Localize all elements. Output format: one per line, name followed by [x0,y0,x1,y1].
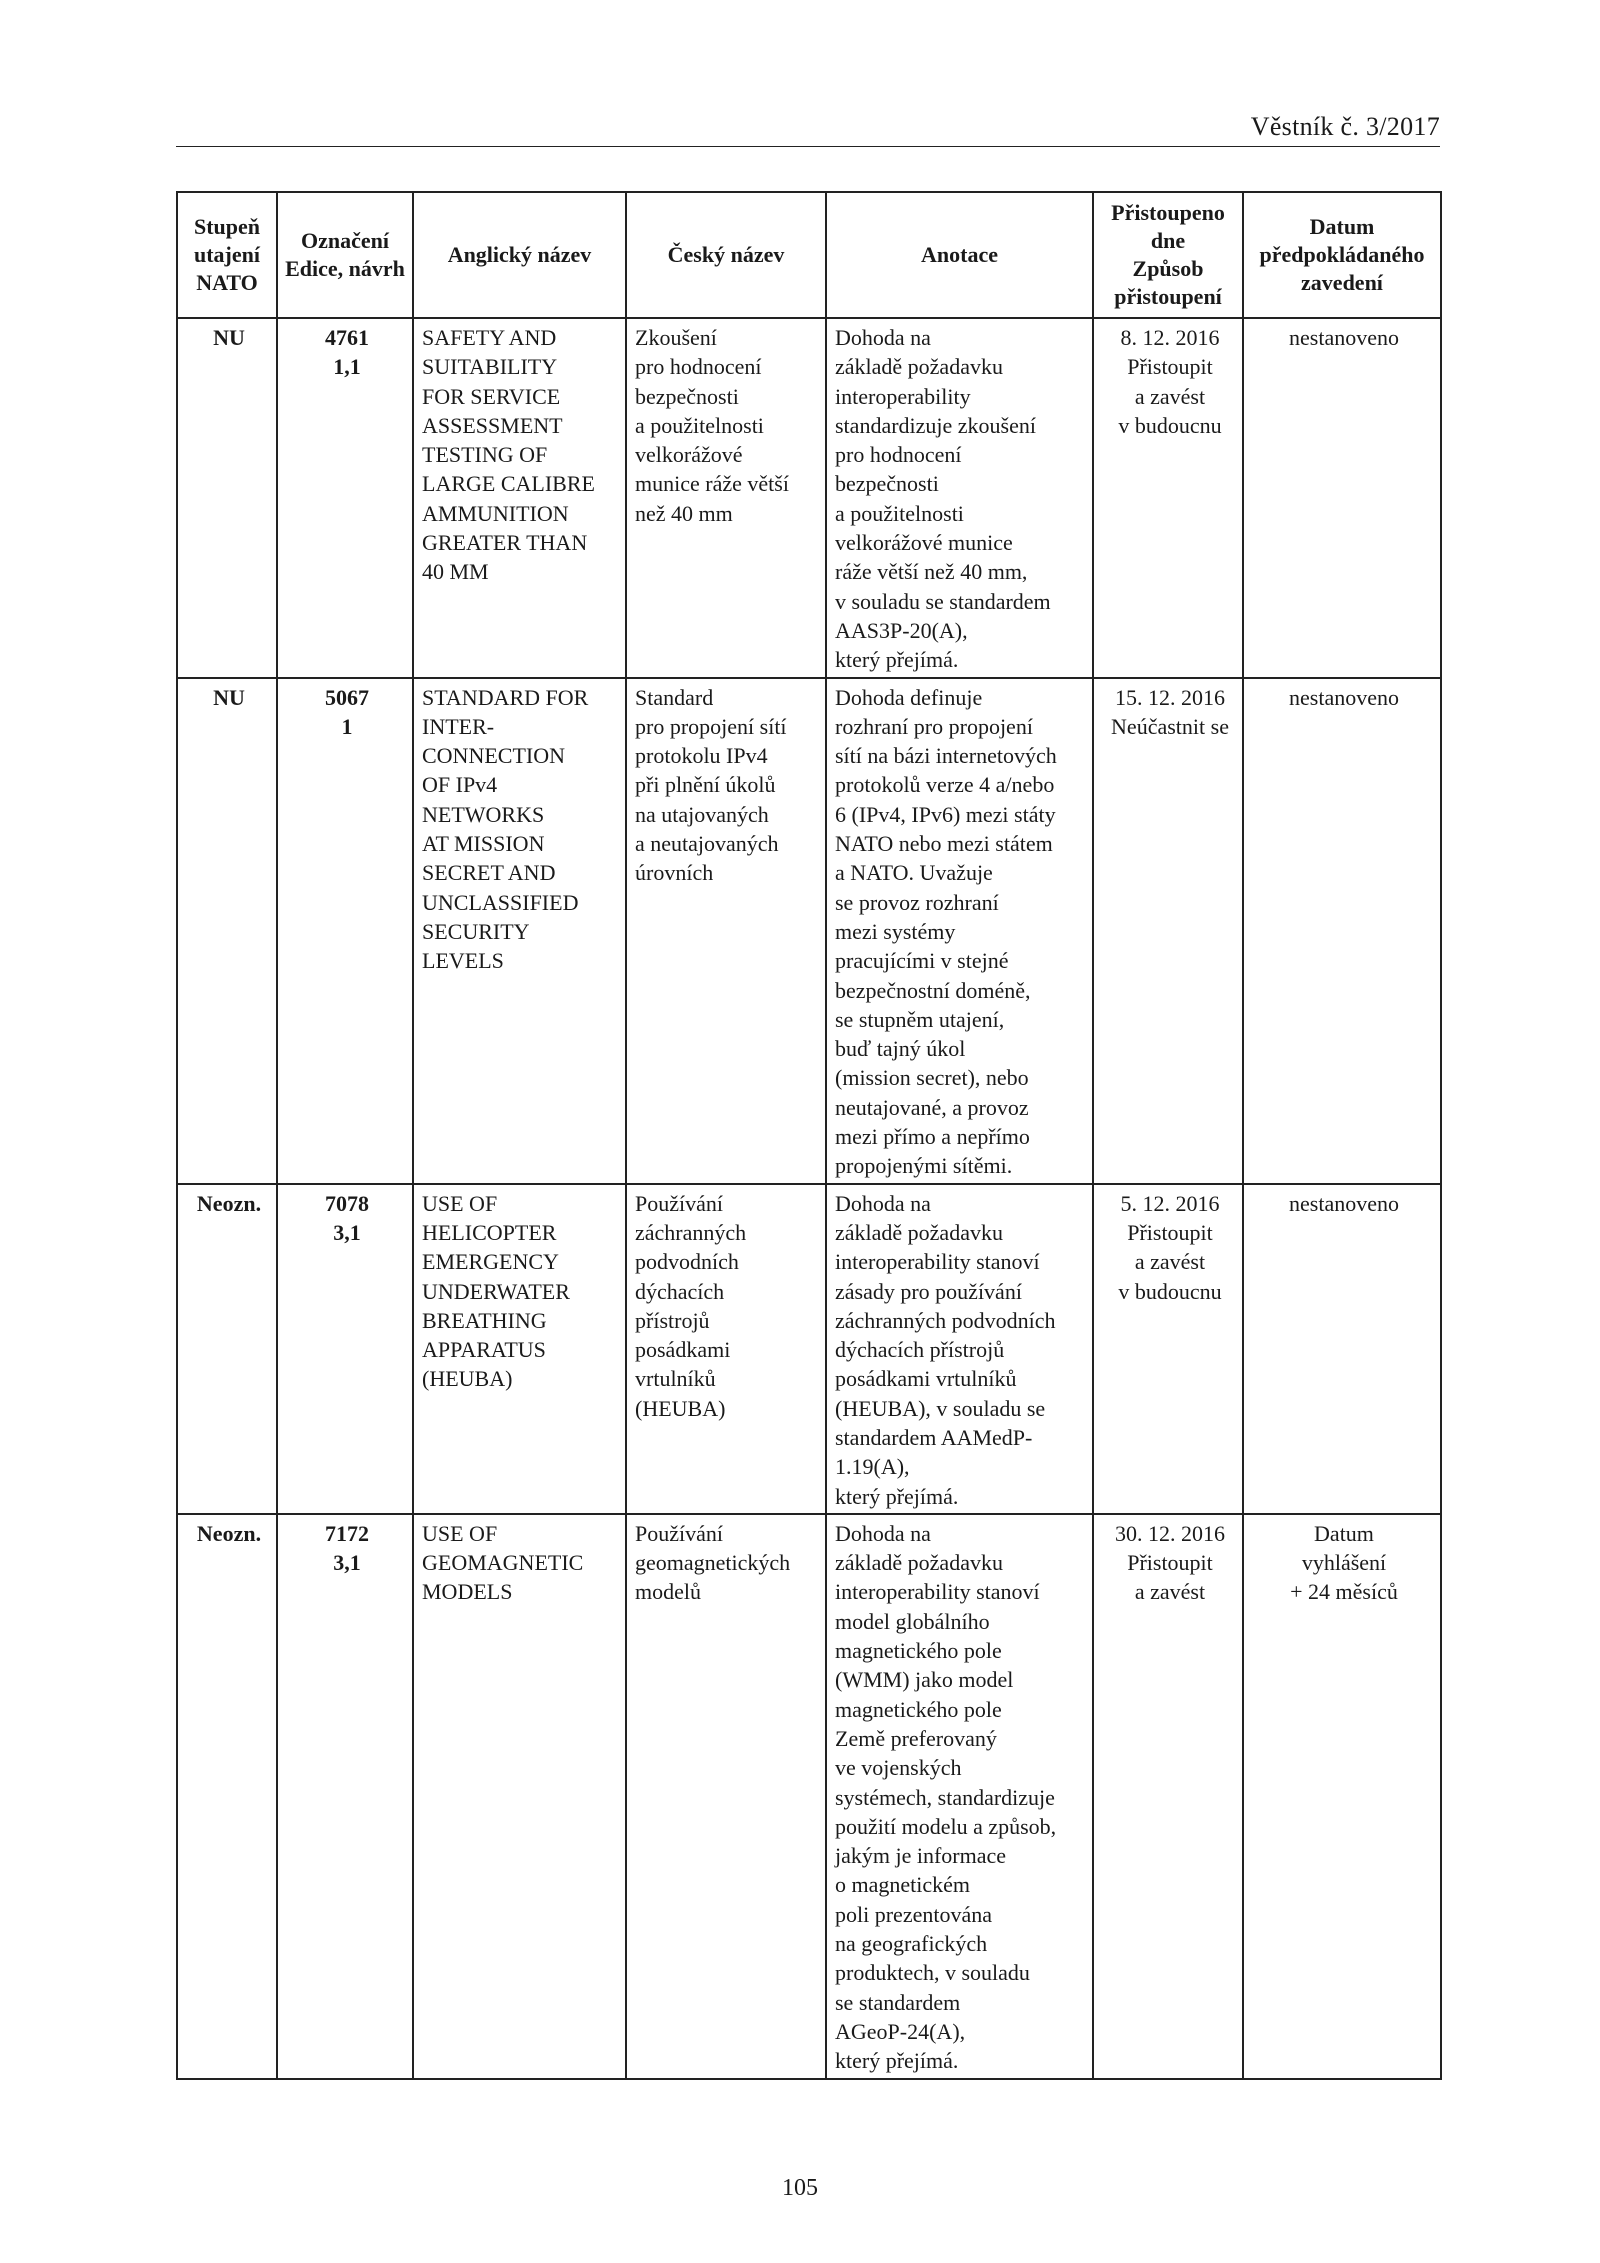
header-level: Stupeň utajení NATO [177,192,277,318]
cell-implementation-date: nestanoveno [1243,318,1441,678]
standards-table [176,191,1442,2080]
cell-level: NU [177,678,277,1184]
cell-annotation: Dohoda na základě požadavku interoperability stanoví zásady pro používání záchranných podvodních dýchacích přístrojů posádkami vrtulníků (HEUBA), v souladu se standardem AAMedP- 1.19(A), který přejímá. [826,1184,1093,1514]
cell-implementation-date: nestanoveno [1243,1184,1441,1514]
cell-designation: 5067 1 [277,678,413,1184]
cell-accession: 30. 12. 2016 Přistoupit a zavést [1093,1514,1243,2079]
cell-czech-name: Zkoušení pro hodnocení bezpečnosti a použitelnosti velkorážové munice ráže větší než 40 mm [626,318,826,678]
cell-designation: 7078 3,1 [277,1184,413,1514]
header-designation: Označení Edice, návrh [277,192,413,318]
table-row [177,1514,1441,2079]
cell-czech-name: Standard pro propojení sítí protokolu IPv4 při plnění úkolů na utajovaných a neutajovaných úrovních [626,678,826,1184]
header-accession: Přistoupeno dne Způsob přistoupení [1093,192,1243,318]
cell-implementation-date: Datum vyhlášení + 24 měsíců [1243,1514,1441,2079]
cell-english-name: STANDARD FOR INTER- CONNECTION OF IPv4 NETWORKS AT MISSION SECRET AND UNCLASSIFIED SECURITY LEVELS [413,678,626,1184]
cell-accession: 8. 12. 2016 Přistoupit a zavést v budoucnu [1093,318,1243,678]
cell-implementation-date: nestanoveno [1243,678,1441,1184]
cell-annotation: Dohoda na základě požadavku interoperability standardizuje zkoušení pro hodnocení bezpečnosti a použitelnosti velkorážové munice ráže větší než 40 mm, v souladu se standardem AAS3P-20(A), který přejímá. [826,318,1093,678]
header-annotation: Anotace [826,192,1093,318]
table-row [177,1184,1441,1514]
cell-annotation: Dohoda na základě požadavku interoperability stanoví model globálního magnetického pole (WMM) jako model magnetického pole Země preferovaný ve vojenských systémech, standardizuje použití modelu a způsob, jakým je informace o magnetickém poli prezentována na geografických produktech, v souladu se standardem AGeoP-24(A), který přejímá. [826,1514,1093,2079]
running-header [176,108,1440,147]
table-header-row [177,192,1441,318]
cell-designation: 4761 1,1 [277,318,413,678]
cell-level: NU [177,318,277,678]
cell-czech-name: Používání záchranných podvodních dýchacích přístrojů posádkami vrtulníků (HEUBA) [626,1184,826,1514]
cell-annotation: Dohoda definuje rozhraní pro propojení sítí na bázi internetových protokolů verze 4 a/nebo 6 (IPv4, IPv6) mezi státy NATO nebo mezi státem a NATO. Uvažuje se provoz rozhraní mezi systémy pracujícími v stejné bezpečnostní doméně, se stupněm utajení, buď tajný úkol (mission secret), nebo neutajované, a provoz mezi přímo a nepřímo propojenými sítěmi. [826,678,1093,1184]
table-row [177,678,1441,1184]
header-czech-name: Český název [626,192,826,318]
cell-english-name: USE OF GEOMAGNETIC MODELS [413,1514,626,2079]
cell-level: Neozn. [177,1514,277,2079]
cell-accession: 15. 12. 2016 Neúčastnit se [1093,678,1243,1184]
cell-english-name: SAFETY AND SUITABILITY FOR SERVICE ASSESSMENT TESTING OF LARGE CALIBRE AMMUNITION GREATER THAN 40 MM [413,318,626,678]
cell-level: Neozn. [177,1184,277,1514]
cell-designation: 7172 3,1 [277,1514,413,2079]
cell-accession: 5. 12. 2016 Přistoupit a zavést v budoucnu [1093,1184,1243,1514]
cell-english-name: USE OF HELICOPTER EMERGENCY UNDERWATER BREATHING APPARATUS (HEUBA) [413,1184,626,1514]
header-implementation-date: Datum předpokládaného zavedení [1243,192,1441,318]
header-english-name: Anglický název [413,192,626,318]
bulletin-title: Věstník č. 3/2017 [1250,112,1440,141]
page-number: 105 [782,2175,818,2201]
cell-czech-name: Používání geomagnetických modelů [626,1514,826,2079]
table-row [177,318,1441,678]
